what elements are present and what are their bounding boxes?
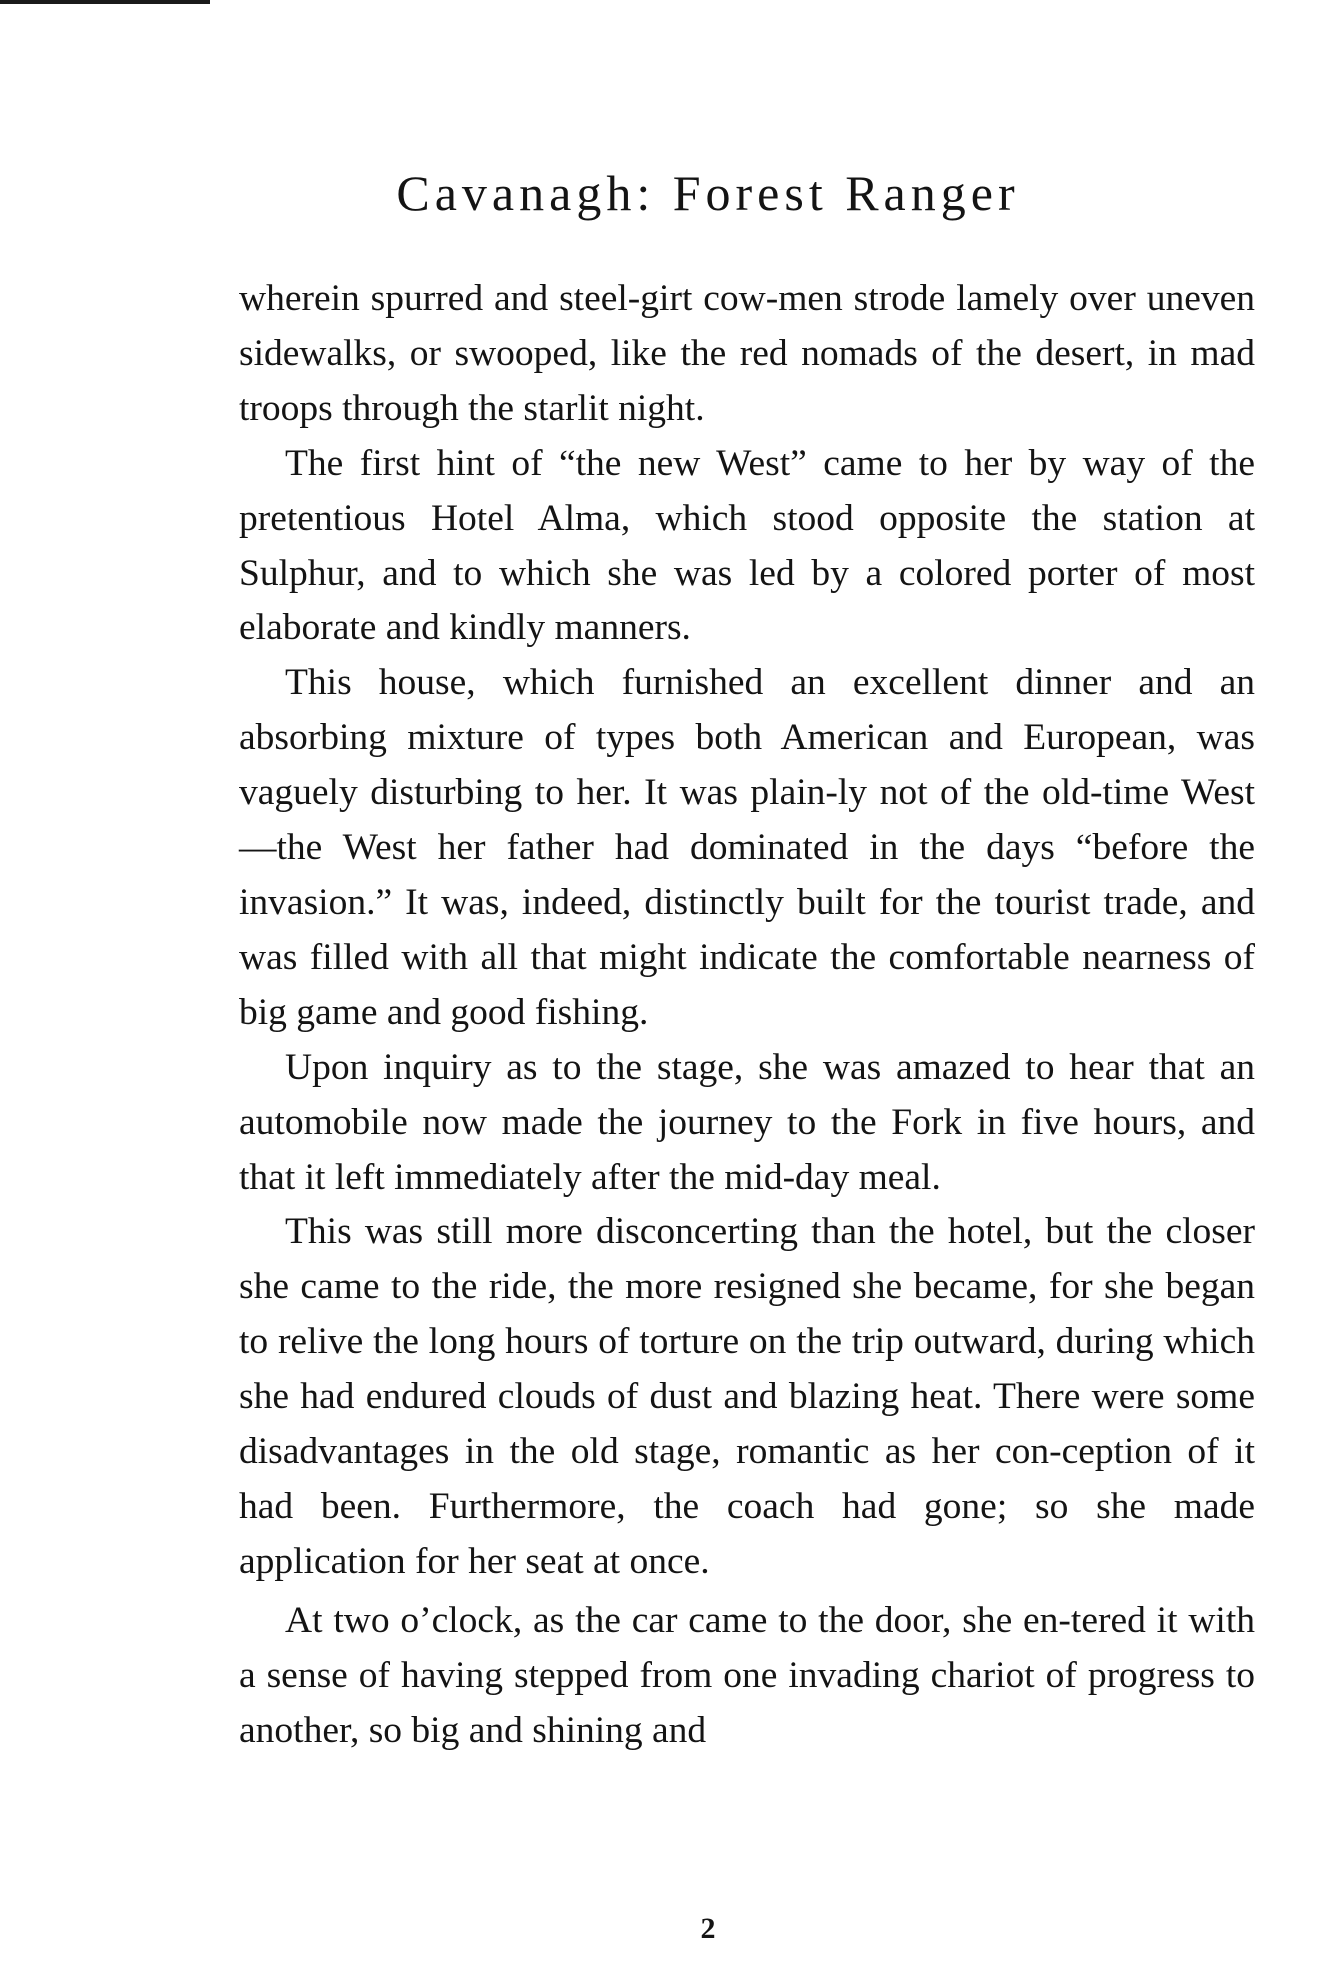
body-text — [239, 272, 1255, 1758]
paragraph-5: This was still more disconcerting than the hotel, but the closer she came to the ride, the more resigned she became, for she began to relive the long hours of torture on the trip outward, during which she had endured clouds of dust and blazing heat. There were some disadvantages in the old stage, romantic as her con-ception of it had been. Furthermore, the coach had gone; so she made application for her seat at once. — [239, 1211, 1255, 1582]
page-number: 2 — [700, 1912, 716, 1945]
running-head: Cavanagh: Forest Ranger — [396, 165, 1020, 221]
paragraph-4: Upon inquiry as to the stage, she was amazed to hear that an automobile now made the journey to the Fork in five hours, and that it left immediately after the mid-day meal. — [239, 1046, 1255, 1198]
scan-edge-rule — [0, 0, 210, 4]
paragraph-6: At two o’clock, as the car came to the door, she en-tered it with a sense of having stepped from one invading chariot of progress to another, so big and shining and — [239, 1599, 1255, 1751]
paragraph-3: This house, which furnished an excellent dinner and an absorbing mixture of types both American and European, was vaguely disturbing to her. It was plain-ly not of the old-time West—the West her father had dominated in the days “before the invasion.” It was, indeed, distinctly built for the tourist trade, and was filled with all that might indicate the comfortable nearness of big game and good fishing. — [239, 662, 1255, 1033]
paragraph-2: The first hint of “the new West” came to her by way of the pretentious Hotel Alma, which stood opposite the station at Sulphur, and to which she was led by a colored porter of most elaborate and kindly manners. — [239, 442, 1255, 649]
paragraph-1: wherein spurred and steel-girt cow-men strode lamely over uneven sidewalks, or swooped, like the red nomads of the desert, in mad troops through the starlit night. — [239, 278, 1255, 429]
